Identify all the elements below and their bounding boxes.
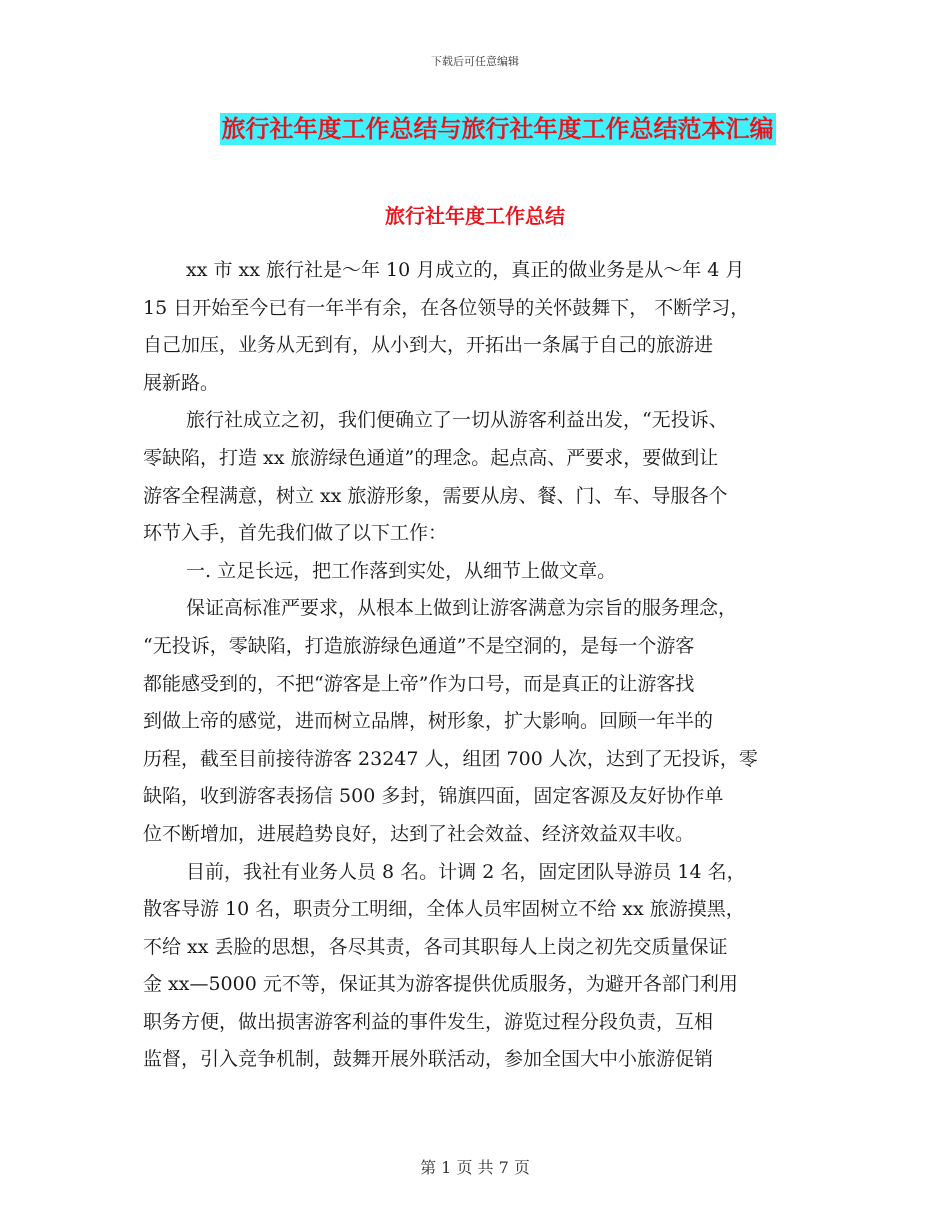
text-line: 缺陷，收到游客表扬信 500 多封，锦旗四面，固定客源及友好协作单 xyxy=(143,785,724,808)
text-line: xx 市 xx 旅行社是～年 10 月成立的，真正的做业务是从～年 4 月 xyxy=(186,259,745,281)
text-line: 旅行社成立之初，我们便确立了一切从游客利益出发，“无投诉、 xyxy=(186,409,728,432)
text-line: 游客全程满意，树立 xx 旅游形象，需要从房、餐、门、车、导服各个 xyxy=(143,484,728,507)
section-title: 旅行社年度工作总结 xyxy=(385,204,565,228)
text-line: 保证高标准严要求，从根本上做到让游客满意为宗旨的服务理念， xyxy=(186,597,738,620)
text-line: 到做上帝的感觉，进而树立品牌，树形象，扩大影响。回顾一年半的 xyxy=(143,710,714,733)
text-line: 目前，我社有业务人员 8 名。计调 2 名，固定团队导游员 14 名， xyxy=(186,860,746,883)
title-block xyxy=(0,113,950,145)
text-line: 零缺陷，打造 xx 旅游绿色通道”的理念。起点高、严要求，要做到让 xyxy=(143,446,719,469)
text-line: “无投诉，零缺陷，打造旅游绿色通道”不是空洞的，是每一个游客 xyxy=(143,634,695,657)
text-line: 历程，截至目前接待游客 23247 人，组团 700 人次，达到了无投诉，零 xyxy=(143,747,758,770)
text-line: 15 日开始至今已有一年半有余，在各位领导的关怀鼓舞下， 不断学习， xyxy=(143,296,750,319)
page-number-footer: 第 1 页 共 7 页 xyxy=(420,1158,530,1177)
text-line: 职务方便，做出损害游客利益的事件发生，游览过程分段负责，互相 xyxy=(143,1010,714,1033)
text-line: 展新路。 xyxy=(143,371,220,394)
text-line: 一. 立足长远，把工作落到实处，从细节上做文章。 xyxy=(186,559,617,582)
text-line: 自己加压，业务从无到有，从小到大，开拓出一条属于自己的旅游进 xyxy=(143,334,714,357)
text-line: 金 xx—5000 元不等，保证其为游客提供优质服务，为避开各部门利用 xyxy=(143,973,738,996)
text-line: 环节入手，首先我们做了以下工作： xyxy=(143,522,448,545)
text-line: 散客导游 10 名，职责分工明细，全体人员牢固树立不给 xx 旅游摸黑， xyxy=(143,898,745,921)
body-text xyxy=(143,252,813,1079)
text-line: 都能感受到的，不把“游客是上帝”作为口号，而是真正的让游客找 xyxy=(143,672,695,695)
page-header-note: 下载后可任意编辑 xyxy=(431,55,519,68)
text-line: 监督，引入竞争机制，鼓舞开展外联活动，参加全国大中小旅游促销 xyxy=(143,1048,714,1071)
text-line: 不给 xx 丢脸的思想，各尽其责，各司其职每人上岗之初先交质量保证 xyxy=(143,935,728,958)
document-title: 旅行社年度工作总结与旅行社年度工作总结范本汇编 xyxy=(221,115,774,143)
text-line: 位不断增加，进展趋势良好，达到了社会效益、经济效益双丰收。 xyxy=(143,822,695,845)
